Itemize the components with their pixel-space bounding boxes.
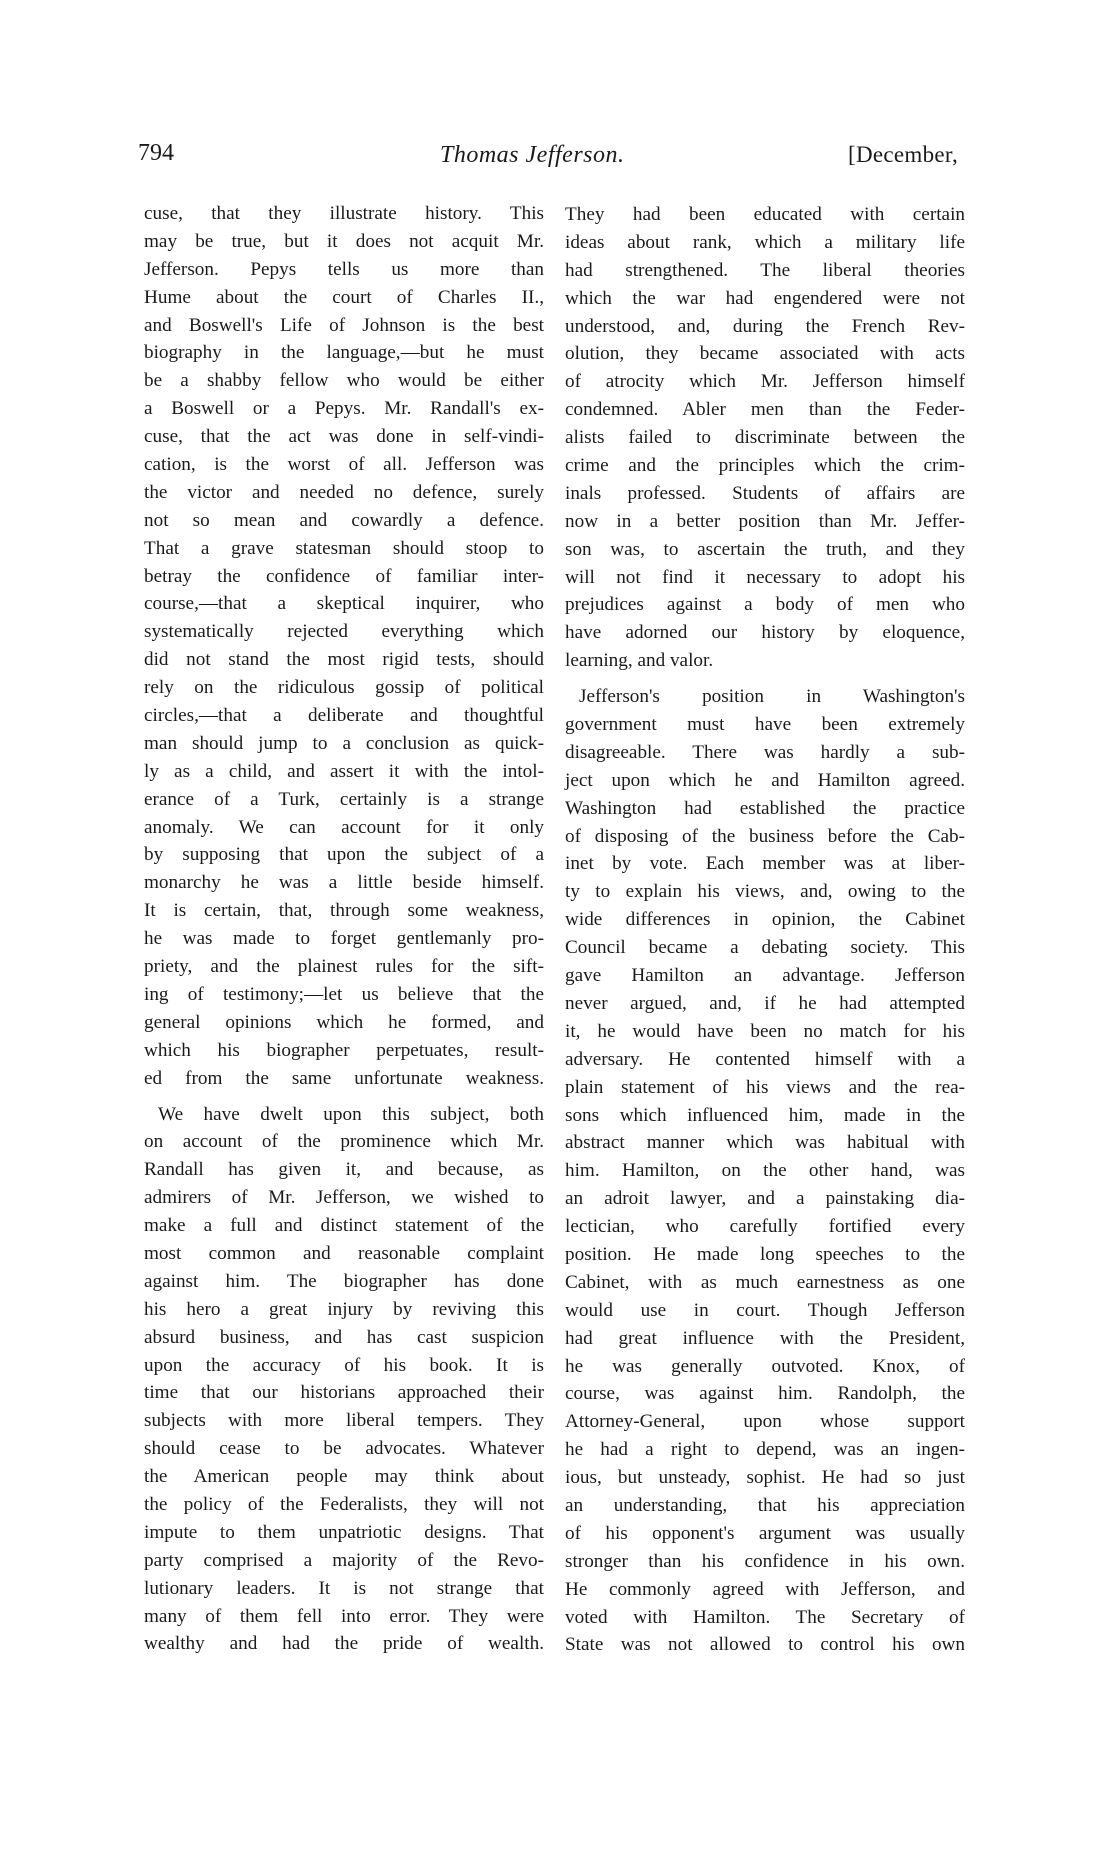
text-line: alists failed to discriminate between the: [565, 427, 965, 449]
right-text-column: [565, 201, 965, 1659]
paragraph: [565, 683, 965, 1659]
paragraph: [144, 200, 544, 1093]
text-line: most common and reasonable complaint: [144, 1242, 544, 1264]
running-date: [December,: [848, 142, 958, 167]
text-line: would use in court. Though Jefferson: [565, 1299, 965, 1321]
text-line: be a shabby fellow who would be either: [144, 370, 544, 392]
text-line: many of them fell into error. They were: [144, 1605, 544, 1627]
text-line: the American people may think about: [144, 1466, 544, 1488]
text-line: party comprised a majority of the Revo-: [144, 1549, 544, 1571]
text-line: him. Hamilton, on the other hand, was: [565, 1160, 965, 1182]
text-line: now in a better position than Mr. Jeffer-: [565, 510, 965, 532]
text-line: crime and the principles which the crim-: [565, 455, 965, 477]
text-line: should cease to be advocates. Whatever: [144, 1438, 544, 1460]
text-line: an understanding, that his appreciation: [565, 1494, 965, 1516]
text-line: wealthy and had the pride of wealth.: [144, 1633, 544, 1655]
text-line: time that our historians approached their: [144, 1382, 544, 1404]
text-line: State was not allowed to control his own: [565, 1634, 965, 1656]
paragraph-gap: [144, 1093, 544, 1101]
text-line: Council became a debating society. This: [565, 937, 965, 959]
text-line: subjects with more liberal tempers. They: [144, 1410, 544, 1432]
text-line: systematically rejected everything which: [144, 621, 544, 643]
text-line: rely on the ridiculous gossip of political: [144, 677, 544, 699]
text-line: impute to them unpatriotic designs. That: [144, 1521, 544, 1543]
text-line: had great influence with the President,: [565, 1327, 965, 1349]
text-line: ious, but unsteady, sophist. He had so just: [565, 1467, 965, 1489]
text-line: Randall has given it, and because, as: [144, 1159, 544, 1181]
text-line: he was generally outvoted. Knox, of: [565, 1355, 965, 1377]
text-line: plain statement of his views and the rea-: [565, 1076, 965, 1098]
text-line: son was, to ascertain the truth, and they: [565, 538, 965, 560]
text-line: admirers of Mr. Jefferson, we wished to: [144, 1187, 544, 1209]
text-line: not so mean and cowardly a defence.: [144, 509, 544, 531]
text-line: an adroit lawyer, and a painstaking dia-: [565, 1188, 965, 1210]
text-line: circles,—that a deliberate and thoughtful: [144, 705, 544, 727]
text-line: have adorned our history by eloquence,: [565, 622, 965, 644]
text-line: did not stand the most rigid tests, should: [144, 649, 544, 671]
text-line: position. He made long speeches to the: [565, 1243, 965, 1265]
left-text-column: [144, 200, 544, 1658]
text-line: Jefferson's position in Washington's: [579, 686, 965, 708]
text-line: ject upon which he and Hamilton agreed.: [565, 769, 965, 791]
text-line: of atrocity which Mr. Jefferson himself: [565, 371, 965, 393]
text-line: wide differences in opinion, the Cabinet: [565, 909, 965, 931]
text-line: on account of the prominence which Mr.: [144, 1131, 544, 1153]
text-line: Jefferson. Pepys tells us more than: [144, 258, 544, 280]
page-number: 794: [138, 140, 174, 166]
text-line: condemned. Abler men than the Feder-: [565, 399, 965, 421]
text-line: man should jump to a conclusion as quick-: [144, 732, 544, 754]
text-line: betray the confidence of familiar inter-: [144, 565, 544, 587]
text-line: had strengthened. The liberal theories: [565, 259, 965, 281]
text-line: cation, is the worst of all. Jefferson was: [144, 454, 544, 476]
text-line: government must have been extremely: [565, 714, 965, 736]
text-line: may be true, but it does not acquit Mr.: [144, 230, 544, 252]
text-line: ty to explain his views, and, owing to the: [565, 881, 965, 903]
text-line: absurd business, and has cast suspicion: [144, 1326, 544, 1348]
text-line: We have dwelt upon this subject, both: [158, 1103, 544, 1125]
text-line: will not find it necessary to adopt his: [565, 566, 965, 588]
text-line: stronger than his confidence in his own.: [565, 1550, 965, 1572]
text-line: ing of testimony;—let us believe that the: [144, 983, 544, 1005]
paragraph: [144, 1101, 544, 1659]
text-line: the policy of the Federalists, they will not: [144, 1493, 544, 1515]
text-line: cuse, that they illustrate history. This: [144, 203, 544, 224]
text-line: erance of a Turk, certainly is a strange: [144, 788, 544, 810]
paragraph: [565, 201, 965, 675]
text-line: Attorney-General, upon whose support: [565, 1411, 965, 1433]
text-line: upon the accuracy of his book. It is: [144, 1354, 544, 1376]
text-line: disagreeable. There was hardly a sub-: [565, 741, 965, 763]
text-line: against him. The biographer has done: [144, 1270, 544, 1292]
running-header: [138, 140, 958, 180]
text-line: Hume about the court of Charles II.,: [144, 286, 544, 308]
text-line: Cabinet, with as much earnestness as one: [565, 1271, 965, 1293]
text-line: ly as a child, and assert it with the intol-: [144, 760, 544, 782]
text-line: anomaly. We can account for it only: [144, 816, 544, 838]
text-line: understood, and, during the French Rev-: [565, 315, 965, 337]
text-line: he had a right to depend, was an ingen-: [565, 1439, 965, 1461]
running-title: Thomas Jefferson.: [440, 142, 625, 168]
text-line: make a full and distinct statement of the: [144, 1215, 544, 1237]
text-line: inals professed. Students of affairs are: [565, 482, 965, 504]
text-line: They had been educated with certain: [565, 204, 965, 225]
text-line: He commonly agreed with Jefferson, and: [565, 1578, 965, 1600]
text-line: prejudices against a body of men who: [565, 594, 965, 616]
text-line: sons which influenced him, made in the: [565, 1104, 965, 1126]
text-line: gave Hamilton an advantage. Jefferson: [565, 965, 965, 987]
text-line: his hero a great injury by reviving this: [144, 1298, 544, 1320]
text-line: it, he would have been no match for his: [565, 1020, 965, 1042]
text-line: which the war had engendered were not: [565, 287, 965, 309]
text-line: of disposing of the business before the Cab-: [565, 825, 965, 847]
text-line: biography in the language,—but he must: [144, 342, 544, 364]
text-line: Washington had established the practice: [565, 797, 965, 819]
text-line: abstract manner which was habitual with: [565, 1132, 965, 1154]
text-line: by supposing that upon the subject of a: [144, 844, 544, 866]
text-line: the victor and needed no defence, surely: [144, 481, 544, 503]
text-line: which his biographer perpetuates, result-: [144, 1039, 544, 1061]
text-line: a Boswell or a Pepys. Mr. Randall's ex-: [144, 398, 544, 420]
text-line: It is certain, that, through some weakness,: [144, 900, 544, 922]
text-line: he was made to forget gentlemanly pro-: [144, 928, 544, 950]
text-line: voted with Hamilton. The Secretary of: [565, 1606, 965, 1628]
paragraph-gap: [565, 675, 965, 683]
text-line: lectician, who carefully fortified every: [565, 1216, 965, 1238]
text-line: cuse, that the act was done in self-vindi-: [144, 426, 544, 448]
text-line: never argued, and, if he had attempted: [565, 992, 965, 1014]
text-line: olution, they became associated with acts: [565, 343, 965, 365]
text-line: course, was against him. Randolph, the: [565, 1383, 965, 1405]
text-line: That a grave statesman should stoop to: [144, 537, 544, 559]
text-line: ed from the same unfortunate weakness.: [144, 1067, 544, 1089]
text-line: learning, and valor.: [565, 650, 714, 672]
text-line: general opinions which he formed, and: [144, 1011, 544, 1033]
text-line: adversary. He contented himself with a: [565, 1048, 965, 1070]
text-line: and Boswell's Life of Johnson is the best: [144, 314, 544, 336]
text-line: of his opponent's argument was usually: [565, 1522, 965, 1544]
text-line: priety, and the plainest rules for the sift-: [144, 956, 544, 978]
text-line: course,—that a skeptical inquirer, who: [144, 593, 544, 615]
text-line: inet by vote. Each member was at liber-: [565, 853, 965, 875]
text-line: ideas about rank, which a military life: [565, 231, 965, 253]
text-line: monarchy he was a little beside himself.: [144, 872, 544, 894]
text-line: lutionary leaders. It is not strange that: [144, 1577, 544, 1599]
